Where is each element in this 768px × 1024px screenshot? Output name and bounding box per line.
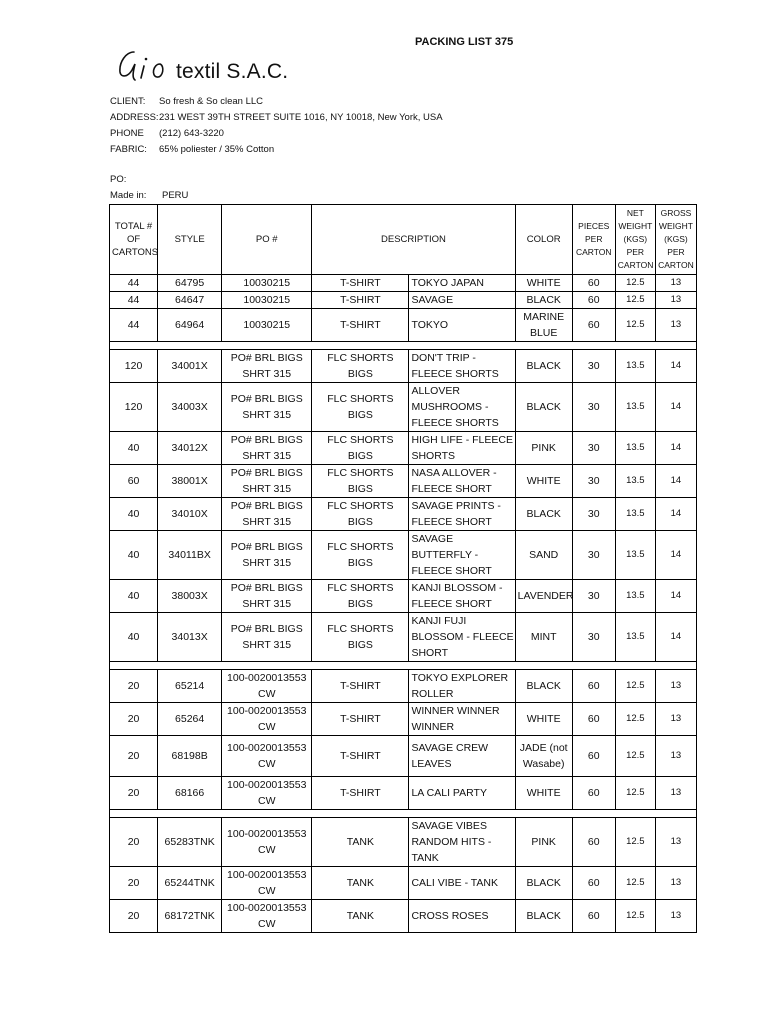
style-cell: 38003X [158,580,222,613]
header-net-weight: NET WEIGHT (KGS) PER CARTON [615,205,655,275]
style-cell: 65264 [158,703,222,736]
spacer-cell [110,662,697,670]
style-cell: 34011BX [158,531,222,580]
pieces-cell: 30 [572,613,615,662]
description-cell: KANJI FUJI BLOSSOM - FLEECE SHORT [409,613,515,662]
gross-weight-cell: 13 [655,900,696,933]
info-value: 231 WEST 39TH STREET SUITE 1016, NY 10018, New York, USA [159,112,443,123]
header-gross-weight: GROSS WEIGHT (KGS) PER CARTON [655,205,696,275]
cartons-cell: 20 [110,670,158,703]
table-body [110,275,697,933]
type-cell: FLC SHORTS BIGS [312,465,409,498]
color-cell: BLACK [515,867,572,900]
gross-weight-cell: 13 [655,736,696,777]
po-cell: 100-0020013553 CW [222,777,312,810]
color-cell: WHITE [515,777,572,810]
description-cell: HIGH LIFE - FLEECE SHORTS [409,432,515,465]
packing-table [109,204,697,933]
info-value: 65% poliester / 35% Cotton [159,144,275,155]
pieces-cell: 60 [572,309,615,342]
cartons-cell: 120 [110,383,158,432]
color-cell: JADE (not Wasabe) [515,736,572,777]
net-weight-cell: 13.5 [615,350,655,383]
table-row [110,900,697,933]
gross-weight-cell: 13 [655,818,696,867]
color-cell: WHITE [515,465,572,498]
cartons-cell: 20 [110,867,158,900]
type-cell: T-SHIRT [312,736,409,777]
type-cell: T-SHIRT [312,292,409,309]
group-spacer-row [110,810,697,818]
spacer-cell [110,342,697,350]
table-row [110,383,697,432]
group-spacer-row [110,662,697,670]
color-cell: LAVENDER [515,580,572,613]
po-cell: 100-0020013553 CW [222,818,312,867]
pieces-cell: 30 [572,383,615,432]
table-row [110,580,697,613]
po-cell: 100-0020013553 CW [222,703,312,736]
color-cell: BLACK [515,383,572,432]
pieces-cell: 60 [572,736,615,777]
type-cell: T-SHIRT [312,777,409,810]
net-weight-cell: 12.5 [615,275,655,292]
color-cell: SAND [515,531,572,580]
cartons-cell: 20 [110,818,158,867]
info-label: Made in: [110,190,147,201]
description-cell: TOKYO JAPAN [409,275,515,292]
net-weight-cell: 13.5 [615,465,655,498]
gross-weight-cell: 14 [655,383,696,432]
cartons-cell: 20 [110,703,158,736]
table-row [110,350,697,383]
info-label: PO: [110,174,127,185]
style-cell: 34013X [158,613,222,662]
table-row [110,613,697,662]
style-cell: 68166 [158,777,222,810]
header-style: STYLE [158,205,222,275]
pieces-cell: 60 [572,900,615,933]
gross-weight-cell: 14 [655,465,696,498]
color-cell: WHITE [515,703,572,736]
table-row [110,465,697,498]
header-po: PO # [222,205,312,275]
type-cell: FLC SHORTS BIGS [312,498,409,531]
pieces-cell: 30 [572,465,615,498]
description-cell: CROSS ROSES [409,900,515,933]
po-cell: PO# BRL BIGS SHRT 315 [222,383,312,432]
style-cell: 34010X [158,498,222,531]
po-cell: 10030215 [222,292,312,309]
description-cell: NASA ALLOVER - FLEECE SHORT [409,465,515,498]
po-cell: PO# BRL BIGS SHRT 315 [222,613,312,662]
description-cell: CALI VIBE - TANK [409,867,515,900]
type-cell: FLC SHORTS BIGS [312,531,409,580]
style-cell: 34003X [158,383,222,432]
cartons-cell: 44 [110,309,158,342]
description-cell: TOKYO EXPLORER ROLLER [409,670,515,703]
net-weight-cell: 12.5 [615,777,655,810]
gross-weight-cell: 14 [655,432,696,465]
description-cell: KANJI BLOSSOM - FLEECE SHORT [409,580,515,613]
info-label: FABRIC: [110,144,147,155]
net-weight-cell: 12.5 [615,670,655,703]
cartons-cell: 20 [110,777,158,810]
header-description: DESCRIPTION [312,205,515,275]
gross-weight-cell: 14 [655,498,696,531]
gross-weight-cell: 13 [655,292,696,309]
description-cell: SAVAGE BUTTERFLY - FLEECE SHORT [409,531,515,580]
po-cell: 10030215 [222,309,312,342]
pieces-cell: 30 [572,531,615,580]
type-cell: FLC SHORTS BIGS [312,432,409,465]
header-pieces: PIECES PER CARTON [572,205,615,275]
type-cell: FLC SHORTS BIGS [312,613,409,662]
group-spacer-row [110,342,697,350]
description-cell: SAVAGE CREW LEAVES [409,736,515,777]
logo-script-mark [116,44,174,84]
po-cell: 100-0020013553 CW [222,867,312,900]
style-cell: 68198B [158,736,222,777]
po-cell: PO# BRL BIGS SHRT 315 [222,580,312,613]
color-cell: BLACK [515,350,572,383]
color-cell: MINT [515,613,572,662]
net-weight-cell: 12.5 [615,900,655,933]
document-title: PACKING LIST 375 [415,36,514,48]
style-cell: 64647 [158,292,222,309]
gross-weight-cell: 13 [655,867,696,900]
color-cell: WHITE [515,275,572,292]
company-name: textil S.A.C. [176,60,289,83]
net-weight-cell: 13.5 [615,498,655,531]
info-value: So fresh & So clean LLC [159,96,264,107]
style-cell: 64964 [158,309,222,342]
gross-weight-cell: 13 [655,777,696,810]
net-weight-cell: 13.5 [615,383,655,432]
color-cell: BLACK [515,670,572,703]
description-cell: TOKYO [409,309,515,342]
type-cell: TANK [312,818,409,867]
pieces-cell: 60 [572,292,615,309]
type-cell: T-SHIRT [312,309,409,342]
po-cell: 10030215 [222,275,312,292]
description-cell: DON'T TRIP - FLEECE SHORTS [409,350,515,383]
cartons-cell: 40 [110,613,158,662]
pieces-cell: 60 [572,818,615,867]
gross-weight-cell: 14 [655,580,696,613]
type-cell: T-SHIRT [312,703,409,736]
cartons-cell: 44 [110,275,158,292]
pieces-cell: 60 [572,703,615,736]
po-cell: PO# BRL BIGS SHRT 315 [222,350,312,383]
color-cell: MARINE BLUE [515,309,572,342]
cartons-cell: 60 [110,465,158,498]
net-weight-cell: 12.5 [615,703,655,736]
cartons-cell: 120 [110,350,158,383]
po-cell: 100-0020013553 CW [222,900,312,933]
pieces-cell: 30 [572,498,615,531]
table-row [110,670,697,703]
cartons-cell: 44 [110,292,158,309]
type-cell: T-SHIRT [312,670,409,703]
table-header-row [110,205,697,275]
info-label: PHONE [110,128,144,139]
gross-weight-cell: 13 [655,703,696,736]
gross-weight-cell: 13 [655,275,696,292]
net-weight-cell: 13.5 [615,531,655,580]
header-color: COLOR [515,205,572,275]
table-row [110,703,697,736]
table-row [110,777,697,810]
type-cell: FLC SHORTS BIGS [312,383,409,432]
net-weight-cell: 13.5 [615,432,655,465]
info-label: CLIENT: [110,96,146,107]
gross-weight-cell: 14 [655,531,696,580]
header-cartons: TOTAL # OF CARTONS [110,205,158,275]
gross-weight-cell: 13 [655,309,696,342]
type-cell: T-SHIRT [312,275,409,292]
gross-weight-cell: 14 [655,350,696,383]
table-row [110,309,697,342]
table-row [110,275,697,292]
type-cell: FLC SHORTS BIGS [312,350,409,383]
table-row [110,498,697,531]
table-row [110,432,697,465]
style-cell: 65214 [158,670,222,703]
pieces-cell: 30 [572,580,615,613]
pieces-cell: 60 [572,670,615,703]
company-logo [116,44,288,84]
color-cell: PINK [515,818,572,867]
po-cell: 100-0020013553 CW [222,736,312,777]
info-label: ADDRESS: [110,112,159,123]
style-cell: 38001X [158,465,222,498]
spacer-cell [110,810,697,818]
description-cell: LA CALI PARTY [409,777,515,810]
net-weight-cell: 13.5 [615,613,655,662]
pieces-cell: 60 [572,867,615,900]
description-cell: SAVAGE PRINTS - FLEECE SHORT [409,498,515,531]
style-cell: 34001X [158,350,222,383]
net-weight-cell: 12.5 [615,818,655,867]
table-row [110,292,697,309]
pieces-cell: 60 [572,275,615,292]
net-weight-cell: 13.5 [615,580,655,613]
type-cell: TANK [312,900,409,933]
table-row [110,818,697,867]
net-weight-cell: 12.5 [615,736,655,777]
color-cell: BLACK [515,900,572,933]
po-cell: PO# BRL BIGS SHRT 315 [222,498,312,531]
color-cell: PINK [515,432,572,465]
description-cell: SAVAGE VIBES RANDOM HITS - TANK [409,818,515,867]
cartons-cell: 40 [110,498,158,531]
net-weight-cell: 12.5 [615,867,655,900]
color-cell: BLACK [515,498,572,531]
description-cell: WINNER WINNER WINNER [409,703,515,736]
type-cell: TANK [312,867,409,900]
table-row [110,867,697,900]
color-cell: BLACK [515,292,572,309]
net-weight-cell: 12.5 [615,292,655,309]
po-cell: PO# BRL BIGS SHRT 315 [222,465,312,498]
table-row [110,531,697,580]
pieces-cell: 30 [572,350,615,383]
cartons-cell: 40 [110,432,158,465]
po-cell: PO# BRL BIGS SHRT 315 [222,432,312,465]
type-cell: FLC SHORTS BIGS [312,580,409,613]
pieces-cell: 60 [572,777,615,810]
po-cell: PO# BRL BIGS SHRT 315 [222,531,312,580]
table-row [110,736,697,777]
style-cell: 68172TNK [158,900,222,933]
style-cell: 65244TNK [158,867,222,900]
cartons-cell: 20 [110,900,158,933]
net-weight-cell: 12.5 [615,309,655,342]
cartons-cell: 40 [110,531,158,580]
cartons-cell: 40 [110,580,158,613]
pieces-cell: 30 [572,432,615,465]
info-value: (212) 643-3220 [159,128,224,139]
description-cell: SAVAGE [409,292,515,309]
description-cell: ALLOVER MUSHROOMS - FLEECE SHORTS [409,383,515,432]
style-cell: 64795 [158,275,222,292]
style-cell: 34012X [158,432,222,465]
gross-weight-cell: 14 [655,613,696,662]
po-cell: 100-0020013553 CW [222,670,312,703]
info-value: PERU [162,190,189,201]
cartons-cell: 20 [110,736,158,777]
style-cell: 65283TNK [158,818,222,867]
gross-weight-cell: 13 [655,670,696,703]
